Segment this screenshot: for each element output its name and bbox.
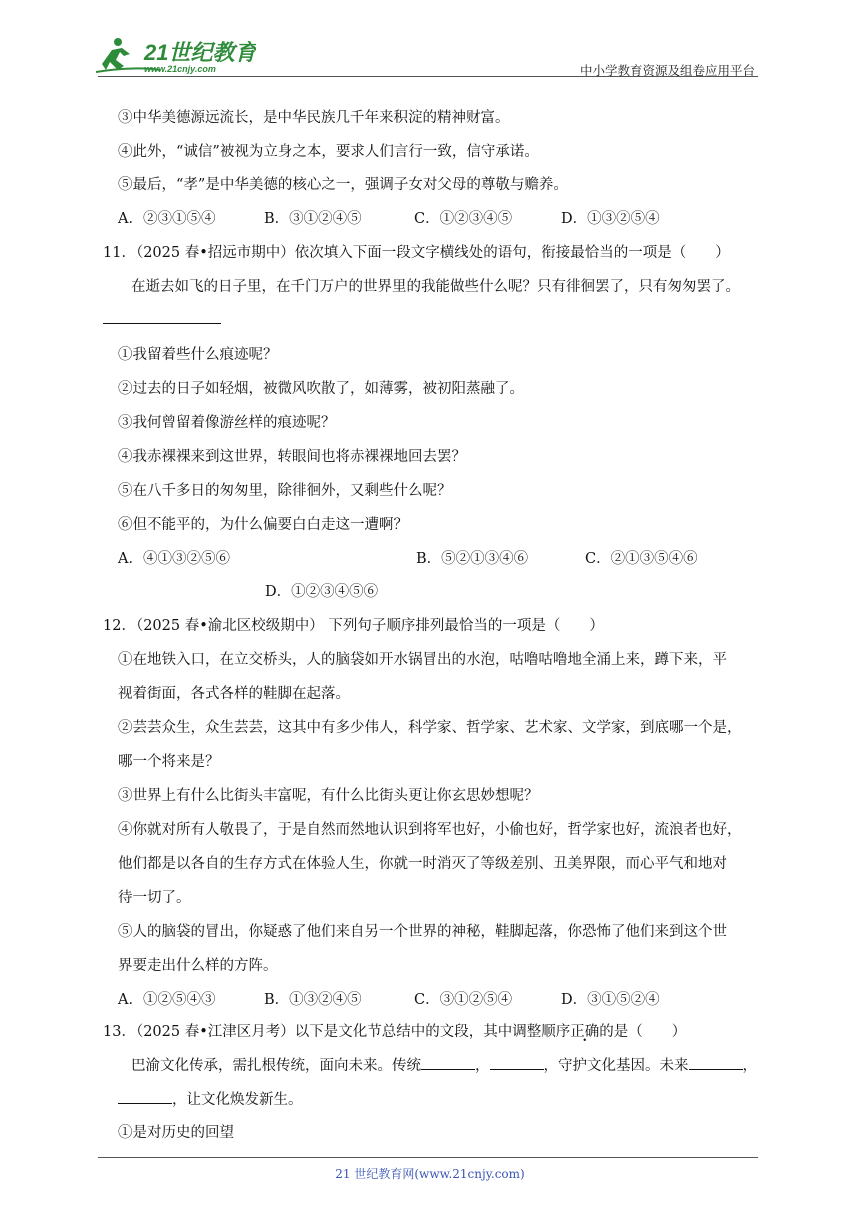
emphasis-dots: 正确 <box>570 1024 600 1040</box>
q11-option-d: D．①②③④⑤⑥ <box>265 584 379 600</box>
q11-passage: 在逝去如飞的日子里，在千门万户的世界里的我能做些什么呢？只有徘徊罢了，只有匆匆罢了。 <box>131 279 740 295</box>
platform-title: 中小学教育资源及组卷应用平台 <box>579 63 755 78</box>
q13-passage: 巴渝文化传承，需扎根传统，面向未来。传统 ， ，守护文化基因。未来 ， <box>131 1054 757 1075</box>
q12-line: 哪一个将来是？ <box>118 754 220 770</box>
q10-item-5: ⑤最后，“孝”是中华美德的核心之一，强调子女对父母的尊敬与赡养。 <box>118 177 568 193</box>
q11-item-2: ②过去的日子如轻烟，被微风吹散了，如薄雾，被初阳蒸融了。 <box>118 381 524 397</box>
q12-line: ②芸芸众生，众生芸芸，这其中有多少伟人，科学家、哲学家、艺术家、文学家，到底哪一个是， <box>118 720 742 736</box>
q11-answer-blank <box>103 323 221 324</box>
q13-passage-cont: ，让文化焕发新生。 <box>118 1088 303 1109</box>
footer-text: 21 世纪教育网(www.21cnjy.com) <box>335 1167 525 1181</box>
svg-text:www.21cnjy.com: www.21cnjy.com <box>144 64 216 74</box>
q12-line: ③世界上有什么比街头丰富呢，有什么比街头更让你玄思妙想呢？ <box>118 788 539 804</box>
q12-stem: 12．（2025 春•渝北区校级期中） 下列句子顺序排列最恰当的一项是（ ） <box>103 618 604 634</box>
q10-option-c: C．①②③④⑤ <box>414 211 513 227</box>
q11-option-a: A．④①③②⑤⑥ <box>118 551 230 567</box>
svg-text:21世纪教育: 21世纪教育 <box>144 40 256 65</box>
q11-item-3: ③我何曾留着像游丝样的痕迹呢？ <box>118 415 336 431</box>
q12-option-a: A．①②⑤④③ <box>118 992 216 1008</box>
q10-item-3: ③中华美德源远流长，是中华民族几千年来积淀的精神财富。 <box>118 110 510 126</box>
q12-option-d: D．③①⑤②④ <box>561 992 660 1008</box>
q10-option-d: D．①③②⑤④ <box>561 211 660 227</box>
q11-item-5: ⑤在八千多日的匆匆里，除徘徊外，又剩些什么呢？ <box>118 483 452 499</box>
q12-line: 视着街面，各式各样的鞋脚在起落。 <box>118 686 350 702</box>
q13-item-1: ①是对历史的回望 <box>118 1125 234 1141</box>
q12-option-b: B．①③②④⑤ <box>264 992 362 1008</box>
logo <box>96 34 256 76</box>
q11-item-4: ④我赤裸裸来到这世界，转眼间也将赤裸裸地回去罢？ <box>118 449 466 465</box>
footer-divider <box>98 1157 758 1158</box>
q12-line: ①在地铁入口，在立交桥头，人的脑袋如开水锅冒出的水泡，咕噜咕噜地全涌上来，蹲下来，平 <box>118 652 727 668</box>
fill-blank <box>421 1055 475 1070</box>
q12-option-c: C．③①②⑤④ <box>414 992 513 1008</box>
q10-item-4: ④此外，“诚信”被视为立身之本，要求人们言行一致，信守承诺。 <box>118 144 539 160</box>
fill-blank <box>490 1055 544 1070</box>
q12-line: 待一切了。 <box>118 890 191 906</box>
fill-blank <box>689 1055 743 1070</box>
q10-option-a: A．②③①⑤④ <box>118 211 216 227</box>
q11-option-c: C．②①③⑤④⑥ <box>585 551 698 567</box>
header-divider <box>98 76 758 77</box>
q11-item-6: ⑥但不能平的，为什么偏要白白走这一遭啊？ <box>118 517 408 533</box>
q10-option-b: B．③①②④⑤ <box>264 211 362 227</box>
q11-item-1: ①我留着些什么痕迹呢？ <box>118 347 278 363</box>
runner-logo-icon <box>96 34 256 76</box>
q12-line: ⑤人的脑袋的冒出，你疑惑了他们来自另一个世界的神秘，鞋脚起落，你恐怖了他们来到这个世 <box>118 924 727 940</box>
q12-line: ④你就对所有人敬畏了，于是自然而然地认识到将军也好，小偷也好，哲学家也好，流浪者也好， <box>118 822 742 838</box>
q13-stem: 13．（2025 春•江津区月考）以下是文化节总结中的文段，其中调整顺序正确的是（ ） <box>103 1024 687 1040</box>
q11-option-b: B．⑤②①③④⑥ <box>416 551 529 567</box>
q12-line: 他们都是以各自的生存方式在体验人生，你就一时消灭了等级差别、丑美界限，而心平气和地对 <box>118 856 727 872</box>
fill-blank <box>118 1089 172 1104</box>
q11-stem: 11．（2025 春•招远市期中）依次填入下面一段文字横线处的语句，衔接最恰当的一项是（ ） <box>103 245 730 261</box>
q12-line: 界要走出什么样的方阵。 <box>118 958 278 974</box>
